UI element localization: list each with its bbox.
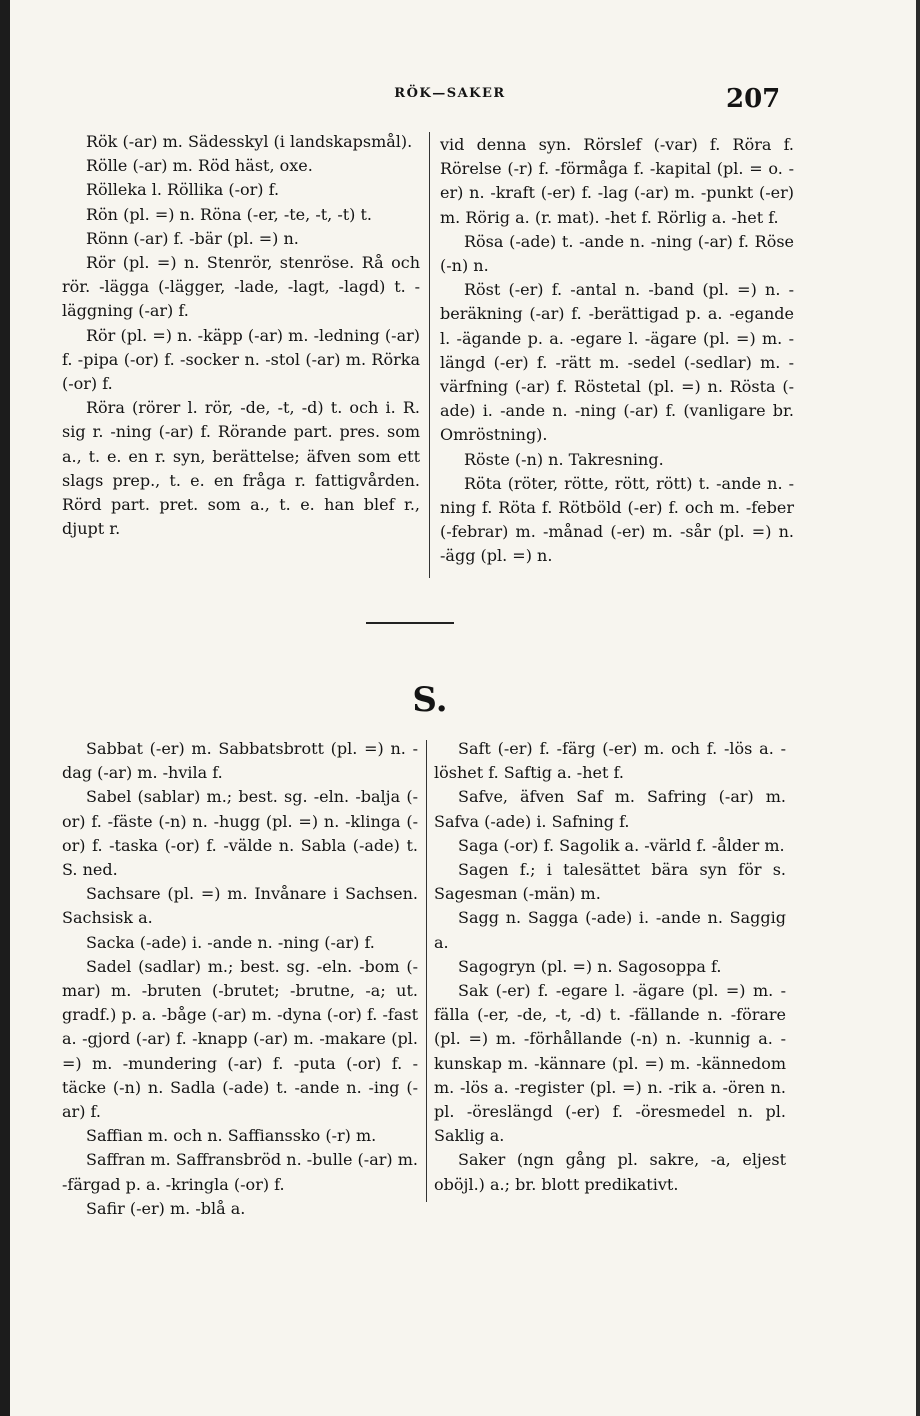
entry: Sadel (sadlar) m.; best. sg. -eln. -bom (-mar) m. -bruten (-brutet; -brutne, -a; ut. gradf.) p. a. -båge (-ar) m. -dyna (-or) f. -fast a. -gjord (-ar) f. -knapp (-ar) m. -makare (pl. =) m. -mundering (-ar) f. -puta (-or) f. -täcke (-n) n. Sadla (-ade) t. -ande n. -ing (-ar) f. [62,956,418,1122]
column-top-left [62,130,420,541]
column-bottom-left [62,737,418,1221]
entry: Saft (-er) f. -färg (-er) m. och f. -lös a. -löshet f. Saftig a. -het f. [434,739,786,783]
entry: Saffran m. Saffransbröd n. -bulle (-ar) m. -färgad p. a. -kringla (-or) f. [62,1150,418,1194]
entry: Sak (-er) f. -egare l. -ägare (pl. =) m. -fälla (-er, -de, -t, -d) t. -fällande n. -förare (pl. =) m. -förhållande (-n) n. -kunnig a. -kunskap m. -kännare (pl. =) m. -kännedom m. -lös a. -register (pl. =) n. -rik a. -ören n. pl. -öreslängd (-er) f. -öresmedel n. pl. Saklig a. [434,981,786,1146]
entry: vid denna syn. Rörslef (-var) f. Röra f. Rörelse (-r) f. -förmåga f. -kapital (pl. = o. -er) n. -kraft (-er) f. -lag (-ar) m. -punkt (-er) m. Rörig a. (r. mat). -het f. Rörlig a. -het f. [440,135,794,227]
running-head: RÖK—SAKER [394,86,506,101]
entry: Saker (ngn gång pl. sakre, -a, eljest oböjl.) a.; br. blott predikativt. [434,1150,786,1194]
entry: Sagen f.; i talesättet bära syn för s. Sagesman (-män) m. [434,860,786,904]
entry: Safir (-er) m. -blå a. [86,1198,246,1218]
entry: Röste (-n) n. Takresning. [464,449,664,469]
section-letter: S. [412,680,448,720]
entry: Röst (-er) f. -antal n. -band (pl. =) n. -beräkning (-ar) f. -berättigad p. a. -egande l. -ägande p. a. -egare l. -ägare (pl. =) m. -längd (-er) f. -rätt m. -sedel (-sedlar) m. -värfning (-ar) f. Röstetal (pl. =) n. Rösta (-ade) i. -ande n. -ning (-ar) f. (vanligare br. Omröstning). [440,280,794,445]
scan-edge-right [916,0,920,1416]
entry: Sabbat (-er) m. Sabbatsbrott (pl. =) n. -dag (-ar) m. -hvila f. [62,739,418,783]
column-divider-bottom [426,740,427,1202]
entry: Rök (-ar) m. Sädesskyl (i landskapsmål). [86,132,413,151]
entry: Saga (-or) f. Sagolik a. -värld f. -ålder m. [458,835,785,855]
section-rule [366,622,454,624]
page-number: 207 [726,84,781,114]
column-bottom-right [434,737,786,1197]
entry: Sabel (sablar) m.; best. sg. -eln. -balja (-or) f. -fäste (-n) n. -hugg (pl. =) n. -klinga (-or) f. -taska (-or) f. -välde n. Sabla (-ade) t. S. ned. [62,787,418,880]
entry: Sachsare (pl. =) m. Invånare i Sachsen. Sachsisk a. [62,884,418,928]
entry: Sagg n. Sagga (-ade) i. -ande n. Saggig a. [434,908,786,952]
entry: Saffian m. och n. Saffiansskо (-r) m. [86,1126,377,1146]
entry: Röta (röter, rötte, rött, rött) t. -ande n. -ning f. Röta f. Rötböld (-er) f. och m. -feber (-febrar) m. -månad (-er) m. -sår (pl. =) n. -ägg (pl. =) n. [440,473,794,566]
column-top-right [440,133,794,569]
entry: Rön (pl. =) n. Röna (-er, -te, -t, -t) t. [86,204,373,224]
entry: Rölle (-ar) m. Röd häst, oxe. [86,156,313,176]
column-divider-top [429,132,430,578]
entry: Sagogryn (pl. =) n. Sagosoppa f. [458,956,722,976]
entry: Sacka (-ade) i. -ande n. -ning (-ar) f. [86,932,375,952]
entry: Rösa (-ade) t. -ande n. -ning (-ar) f. Röse (-n) n. [440,231,794,276]
entry: Rönn (-ar) f. -bär (pl. =) n. [86,228,299,248]
entry: Rör (pl. =) n. Stenrör, stenröse. Rå och rör. -lägga (-lägger, -lade, -lagt, -lagd) t. -läggning (-ar) f. [62,253,420,321]
entry: Safve, äfven Saf m. Safring (-ar) m. Safva (-ade) i. Safning f. [434,787,786,831]
scan-edge-left [0,0,10,1416]
entry: Röra (rörer l. rör, -de, -t, -d) t. och i. R. sig r. -ning (-ar) f. Rörande part. pres. som a., t. e. en r. syn, berättelse; äfven som ett slags prep., t. e. en fråga r. fattigvården. Rörd part. pret. som a., t. e. han blef r., djupt r. [62,398,420,539]
entry: Rör (pl. =) n. -käpp (-ar) m. -ledning (-ar) f. -pipa (-or) f. -socker n. -stol (-ar) m. Rörka (-or) f. [62,325,420,394]
entry: Rölleka l. Röllika (-or) f. [86,180,280,200]
